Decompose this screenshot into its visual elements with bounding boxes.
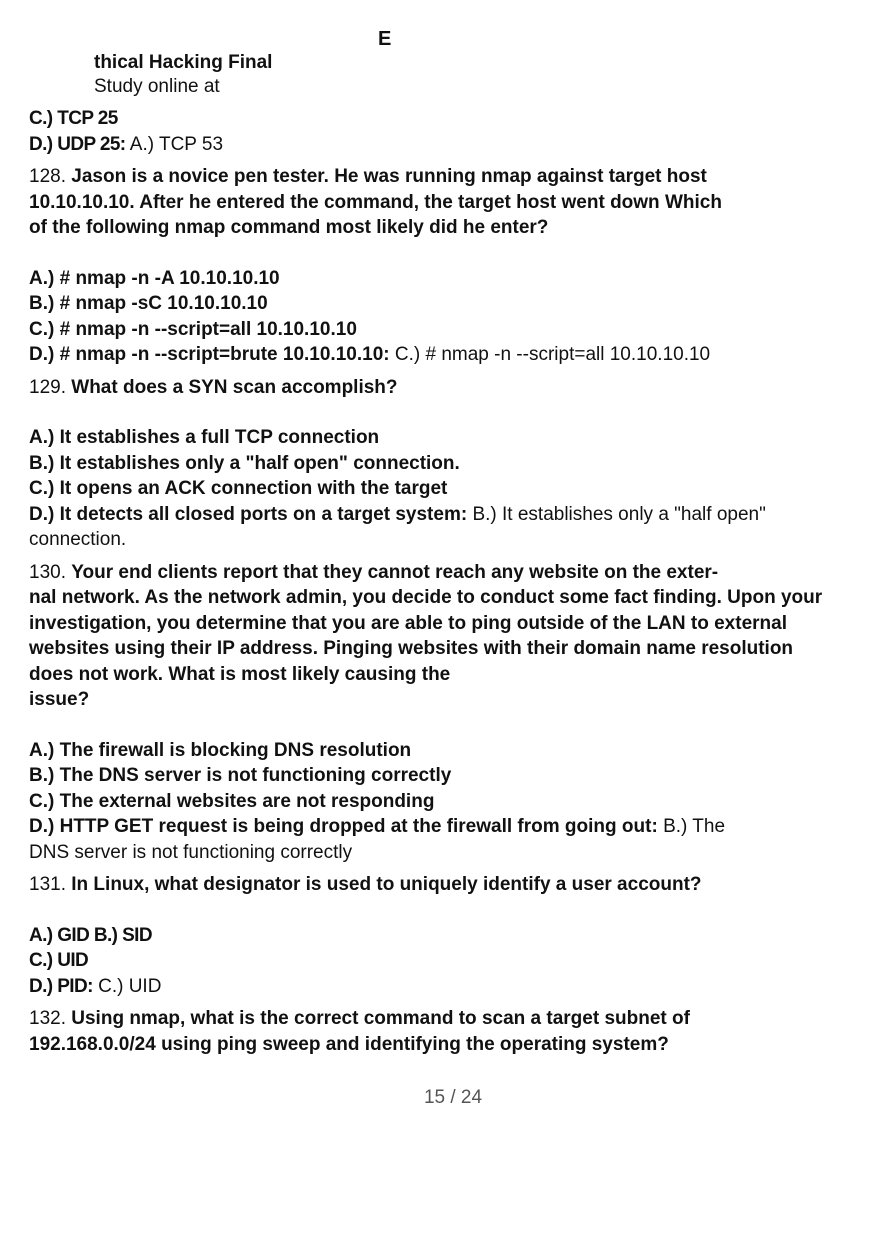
option-a: A.) The firewall is blocking DNS resolution [29,739,412,761]
question-number: 131. [29,874,66,895]
question-text-line [29,1006,849,1032]
question-text-line: issue? [29,689,90,710]
answer-text: C.) UID [98,975,162,997]
answer-text: B.) It establishes only a "half open" [472,503,766,525]
option-d-label: D.) It detects all closed ports on a target system: [29,503,468,525]
question-number: 129. [29,376,66,398]
question-131 [29,872,849,999]
question-number: 130. [29,561,66,583]
document-subtitle: Study online at [94,76,220,97]
question-text-line [29,872,849,898]
option-d-with-answer [29,132,849,158]
option-c: C.) UID [29,950,89,971]
question-number: 128. [29,166,66,187]
answer-text-continued: DNS server is not functioning correctly [29,841,353,863]
page-number: 15 / 24 [423,1087,483,1108]
option-c: C.) TCP 25 [29,108,118,129]
question-text-line: nal network. As the network admin, you decide to conduct some fact finding. Upon your [29,587,823,608]
question-text-line [29,375,849,401]
question-text-line: 192.168.0.0/24 using ping sweep and identifying the operating system? [29,1033,669,1055]
question-text: What does a SYN scan accomplish? [71,376,398,398]
header-letter: E [378,28,392,50]
question-text-line [29,560,849,586]
option-d-with-answer [29,502,849,528]
question-text-line: websites using their IP address. Pinging websites with their domain name resolution [29,638,794,659]
document-title: thical Hacking Final [94,52,273,73]
question-text-line: investigation, you determine that you are able to ping outside of the LAN to external [29,612,787,634]
question-text-line: of the following nmap command most likely did he enter? [29,217,549,238]
question-130 [29,560,849,866]
option-d-with-answer [29,814,849,840]
question-text-line [29,164,849,190]
question-number: 132. [29,1008,66,1029]
option-a: A.) # nmap -n -A 10.10.10.10 [29,267,280,289]
answer-text-continued: connection. [29,529,127,550]
question-text-line: does not work. What is most likely causing the [29,663,451,685]
option-c: C.) The external websites are not responding [29,790,435,812]
option-b: B.) It establishes only a "half open" connection. [29,452,460,474]
question-128 [29,164,849,368]
question-text: Using nmap, what is the correct command to scan a target subnet of [71,1008,690,1029]
answer-text: B.) The [663,816,726,837]
option-a-b: A.) GID B.) SID [29,924,152,946]
question-129 [29,375,849,553]
question-132 [29,1006,849,1057]
option-d-label: D.) # nmap -n --script=brute 10.10.10.10: [29,344,390,365]
question-text-line: 10.10.10.10. After he entered the command, the target host went down Which [29,191,722,213]
option-d-label: D.) UDP 25: [29,133,126,155]
page-content [29,106,849,1057]
question-127-tail [29,106,849,157]
option-d-label: D.) PID: [29,975,93,997]
option-c: C.) It opens an ACK connection with the target [29,478,448,499]
option-a: A.) It establishes a full TCP connection [29,427,380,448]
option-b: B.) The DNS server is not functioning correctly [29,765,452,786]
option-d-with-answer [29,974,849,1000]
question-text: Jason is a novice pen tester. He was running nmap against target host [71,166,707,187]
answer-text: A.) TCP 53 [129,133,224,155]
option-d-label: D.) HTTP GET request is being dropped at the firewall from going out: [29,816,658,837]
question-text: Your end clients report that they cannot reach any website on the exter- [71,561,719,583]
option-d-with-answer [29,342,849,368]
answer-text: C.) # nmap -n --script=all 10.10.10.10 [394,344,711,365]
option-c: C.) # nmap -n --script=all 10.10.10.10 [29,318,357,340]
question-text: In Linux, what designator is used to uniquely identify a user account? [71,874,702,895]
option-b: B.) # nmap -sC 10.10.10.10 [29,293,268,314]
